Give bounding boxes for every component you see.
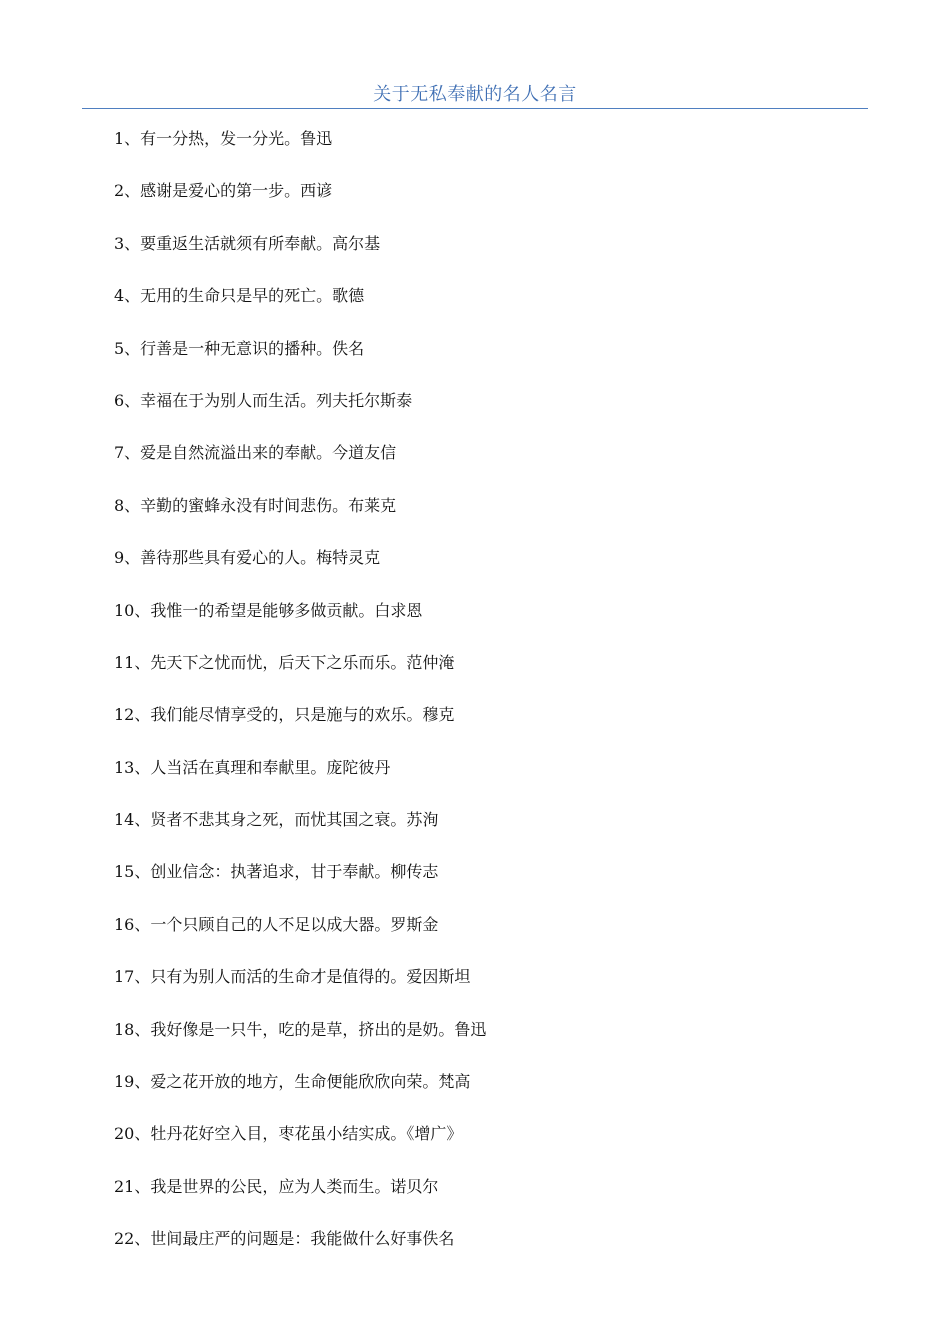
quote-item: 2、感谢是爱心的第一步。西谚 (114, 181, 333, 201)
quote-item: 13、人当活在真理和奉献里。庞陀彼丹 (114, 757, 391, 777)
quote-item: 5、行善是一种无意识的播种。佚名 (114, 338, 365, 358)
quote-item: 11、先天下之忧而忧，后天下之乐而乐。范仲淹 (114, 652, 455, 672)
quote-item: 18、我好像是一只牛，吃的是草，挤出的是奶。鲁迅 (114, 1019, 487, 1039)
quote-item: 14、贤者不悲其身之死，而忧其国之衰。苏洵 (114, 810, 439, 830)
quote-item: 3、要重返生活就须有所奉献。高尔基 (114, 233, 381, 253)
quote-item: 16、一个只顾自己的人不足以成大器。罗斯金 (114, 914, 439, 934)
quote-item: 10、我惟一的希望是能够多做贡献。白求恩 (114, 600, 423, 620)
quote-item: 12、我们能尽情享受的，只是施与的欢乐。穆克 (114, 705, 455, 725)
quote-item: 15、创业信念：执著追求，甘于奉献。柳传志 (114, 862, 439, 882)
quote-list (114, 126, 874, 1279)
quote-item: 7、爱是自然流溢出来的奉献。今道友信 (114, 443, 397, 463)
document-title: 关于无私奉献的名人名言 (373, 84, 577, 105)
quote-item: 4、无用的生命只是早的死亡。歌德 (114, 286, 365, 306)
quote-item: 1、有一分热，发一分光。鲁迅 (114, 129, 333, 148)
quote-item: 8、辛勤的蜜蜂永没有时间悲伤。布莱克 (114, 495, 397, 515)
title-underline-rule (82, 108, 868, 109)
quote-item: 9、善待那些具有爱心的人。梅特灵克 (114, 548, 381, 568)
quote-item: 17、只有为别人而活的生命才是值得的。爱因斯坦 (114, 967, 471, 987)
quote-item: 19、爱之花开放的地方，生命便能欣欣向荣。梵高 (114, 1072, 471, 1092)
quote-item: 20、牡丹花好空入目，枣花虽小结实成。《增广》 (114, 1124, 463, 1144)
quote-item: 6、幸福在于为别人而生活。列夫托尔斯泰 (114, 390, 413, 410)
quote-item: 22、世间最庄严的问题是：我能做什么好事佚名 (114, 1229, 455, 1249)
quote-item: 21、我是世界的公民，应为人类而生。诺贝尔 (114, 1176, 439, 1196)
